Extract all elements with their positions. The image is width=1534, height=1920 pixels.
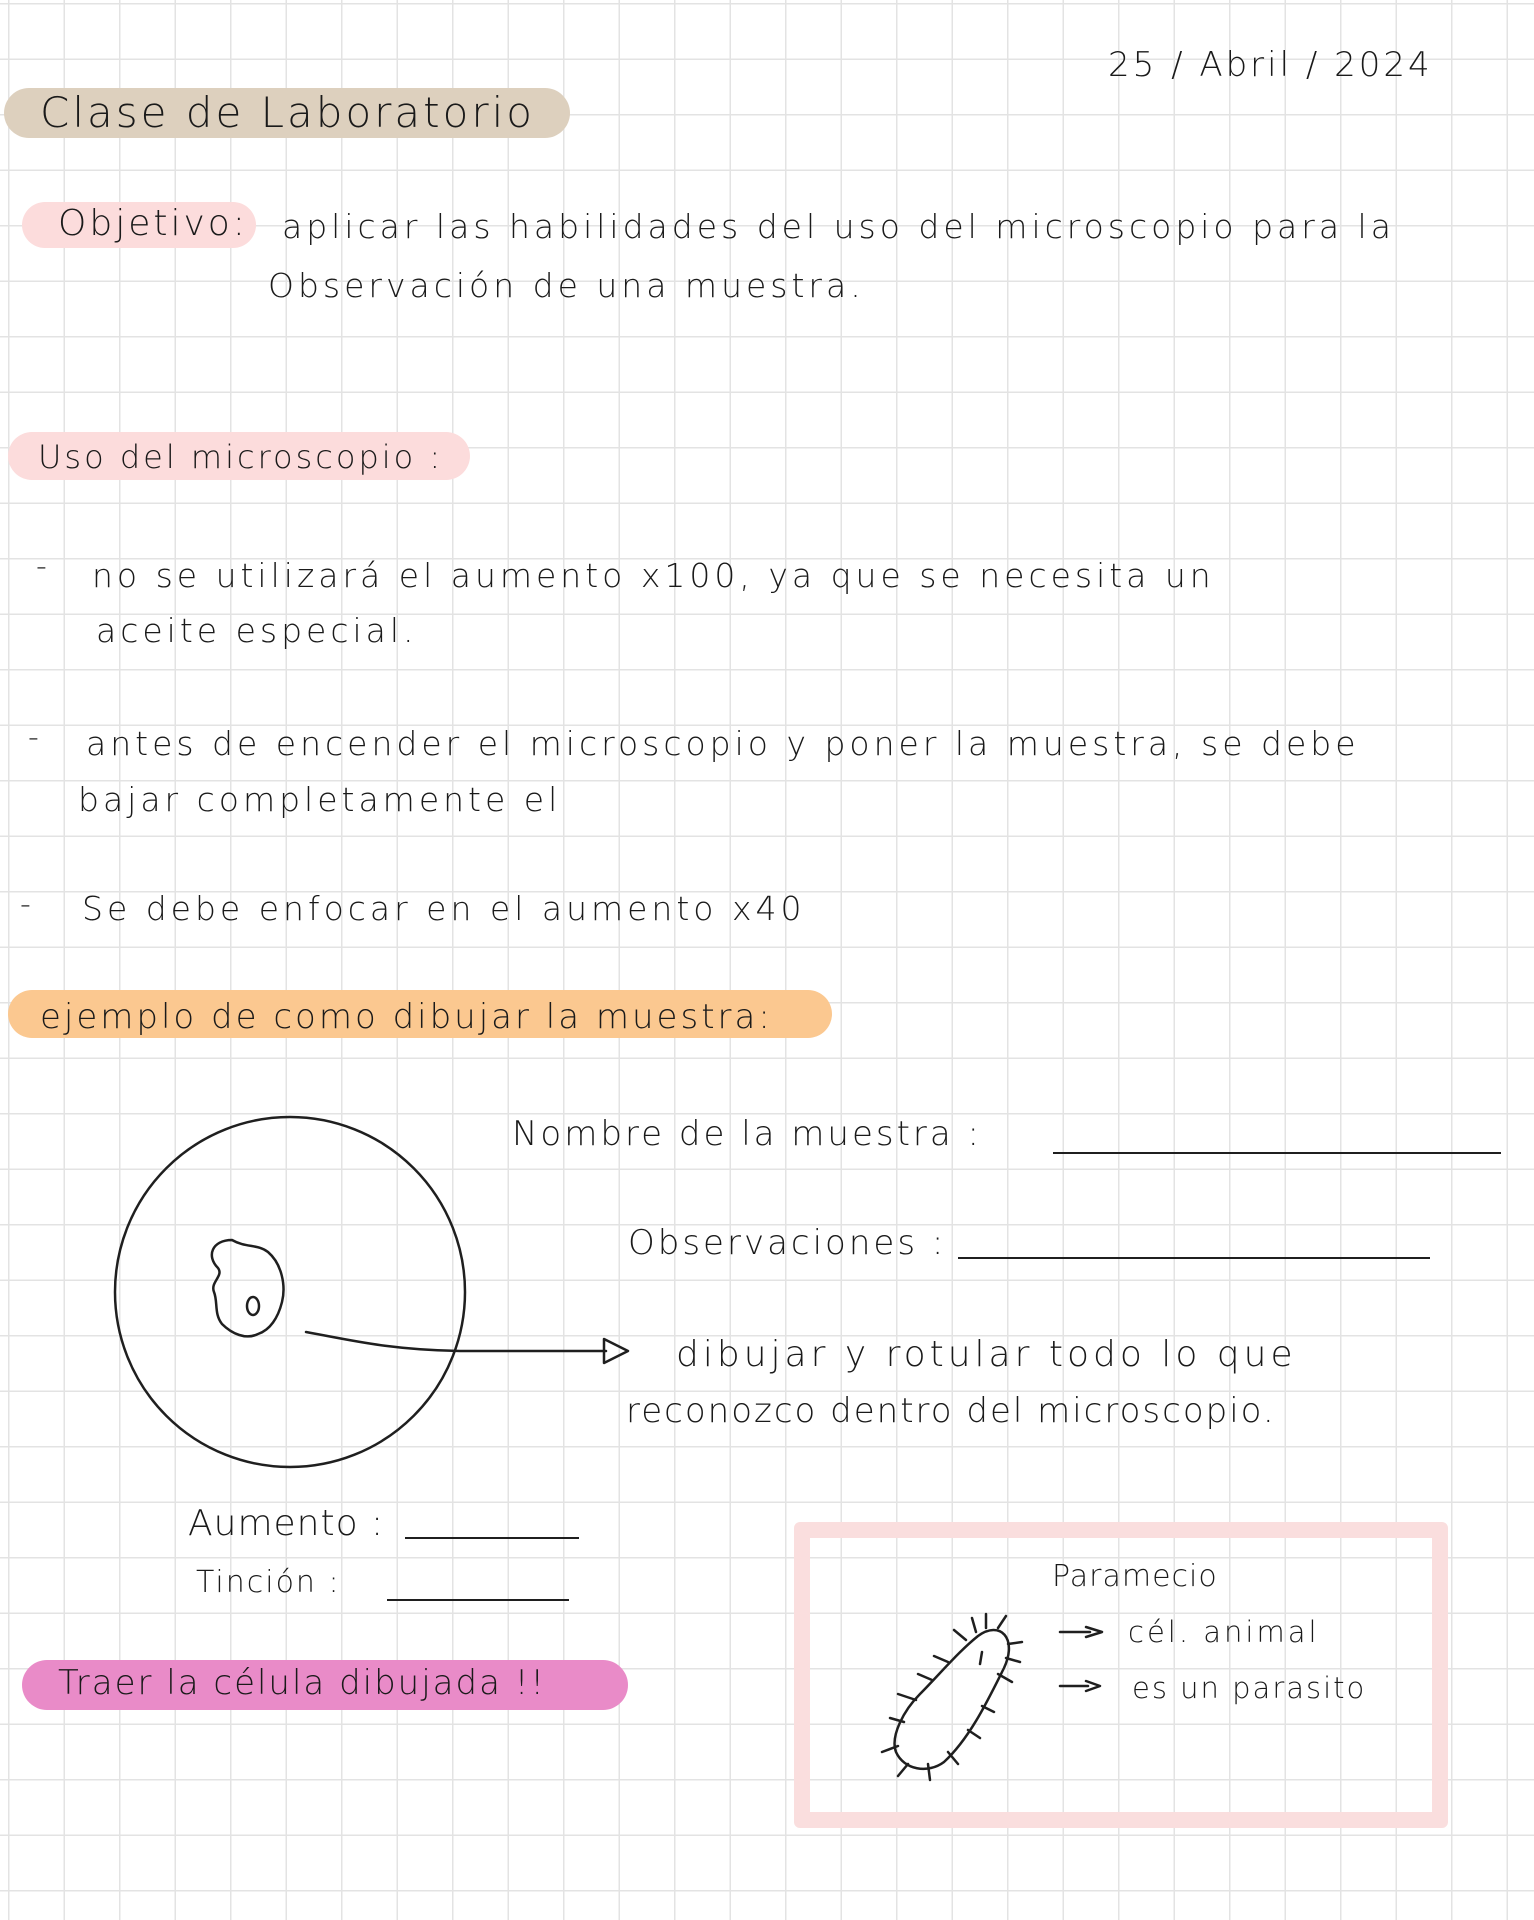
note-arrow-2	[1060, 1681, 1100, 1691]
date: 25 / Abril / 2024	[1108, 45, 1433, 85]
cell-nucleus	[247, 1297, 259, 1315]
rule-2-line1: antes de encender el microscopio y poner la muestra, se debe	[86, 724, 1360, 763]
paramecium-cilia	[882, 1614, 1022, 1780]
rule-3-dash: -	[20, 887, 34, 922]
stain-label: Tinción :	[196, 1565, 341, 1600]
instruction-line2: reconozco dentro del microscopio.	[626, 1391, 1276, 1431]
rule-3-line1: Se debe enfocar en el aumento x40	[82, 889, 806, 928]
microscope-use-label: Uso del microscopio :	[38, 438, 444, 476]
instruction-line1: dibujar y rotular todo lo que	[676, 1334, 1297, 1375]
objective-text-line1: aplicar las habilidades del uso del microscopio para la	[282, 207, 1395, 246]
paramecium-spot	[980, 1652, 982, 1664]
paramecium-note-1: cél. animal	[1128, 1615, 1320, 1649]
arrowhead	[604, 1339, 628, 1363]
page-title: Clase de Laboratorio	[40, 88, 535, 137]
rule-2-dash: -	[28, 720, 42, 755]
note-arrow-1	[1060, 1627, 1102, 1637]
rule-1-line2: aceite especial.	[96, 611, 418, 650]
rule-1-line1: no se utilizará el aumento x100, ya que se necesita un	[92, 556, 1215, 595]
objective-text-line2: Observación de una muestra.	[268, 266, 865, 305]
reminder-text: Traer la célula dibujada !!	[58, 1663, 546, 1703]
rule-2-line2: bajar completamente el	[78, 780, 562, 819]
objective-label: Objetivo:	[58, 203, 248, 244]
sample-name-label: Nombre de la muestra :	[512, 1114, 982, 1154]
cell-drawing	[212, 1240, 284, 1336]
observations-label: Observaciones :	[628, 1223, 947, 1263]
paramecium-title: Paramecio	[1052, 1559, 1218, 1594]
paramecium-note-2: es un parasito	[1132, 1671, 1367, 1705]
microscope-field-circle	[115, 1117, 465, 1467]
magnification-label: Aumento :	[188, 1503, 385, 1544]
example-label: ejemplo de como dibujar la muestra:	[40, 997, 773, 1037]
rule-1-dash: -	[36, 549, 50, 584]
